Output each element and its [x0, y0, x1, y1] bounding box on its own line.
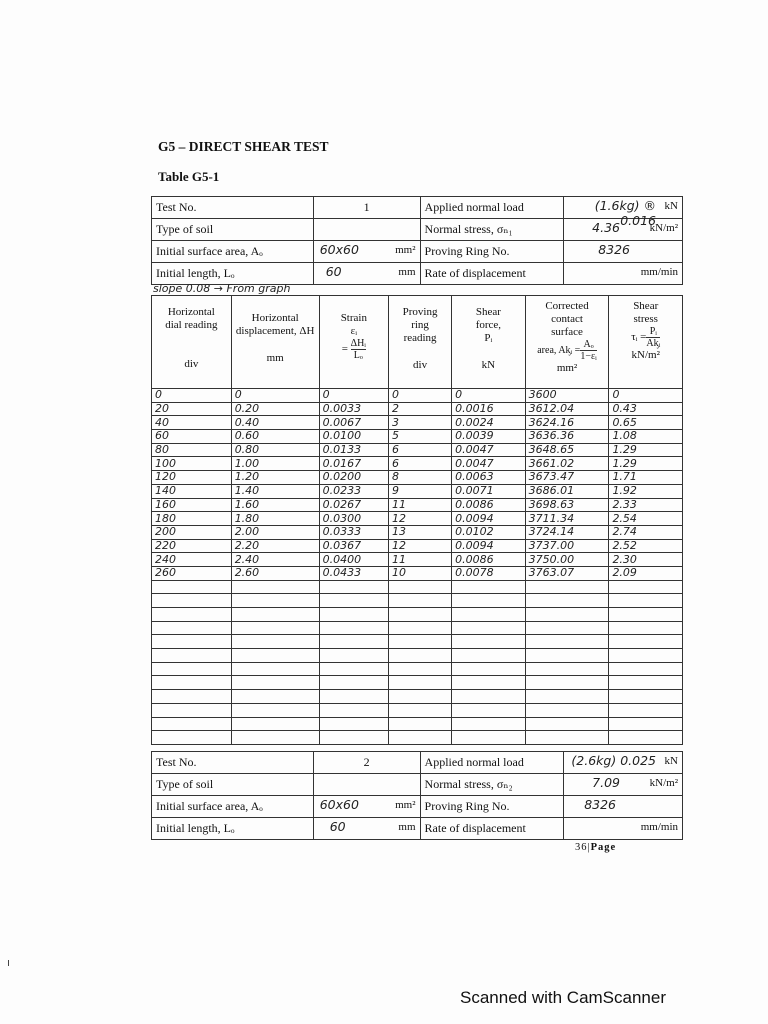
cell-dial-reading: 200 [152, 525, 232, 539]
cell-corrected-area: 3612.04 [525, 402, 609, 416]
proving-ring-label: Proving Ring No. [420, 241, 563, 263]
table-row [152, 553, 683, 567]
cell-displacement: 2.00 [231, 525, 319, 539]
cell-displacement: 1.00 [231, 457, 319, 471]
cell-strain [319, 580, 388, 594]
cell-corrected-area [525, 649, 609, 663]
test2-normal-stress-label: Normal stress, σₙ₂ [420, 774, 563, 796]
table-header-row [152, 296, 683, 389]
test2-surface-area-cell [313, 796, 420, 818]
cell-strain [319, 608, 388, 622]
proving-ring-cell [563, 241, 682, 263]
cell-shear-force: 0.0047 [452, 457, 525, 471]
shear-data-table [151, 295, 683, 745]
cell-shear-stress: 1.92 [609, 484, 683, 498]
cell-displacement [231, 690, 319, 704]
table-row [152, 484, 683, 498]
cell-shear-force [452, 703, 525, 717]
strain-fraction: $\frac{\text{ΔHᵢ}}{\text{Lₒ}}$ [350, 338, 366, 361]
cell-displacement: 0.80 [231, 443, 319, 457]
cell-corrected-area: 3661.02 [525, 457, 609, 471]
proving-ring-value: 8326 [598, 242, 630, 257]
stress-fraction: $\frac{\text{Pᵢ}}{\text{Aᶄᵢ}}$ [646, 326, 661, 349]
cell-shear-force: 0 [452, 389, 525, 403]
cell-dial-reading [152, 676, 232, 690]
cell-strain: 0.0167 [319, 457, 388, 471]
table-row [152, 512, 683, 526]
cell-shear-stress: 2.09 [609, 566, 683, 580]
initial-length-value: 60 [325, 264, 342, 279]
cell-shear-force [452, 690, 525, 704]
cell-strain: 0.0333 [319, 525, 388, 539]
cell-shear-force [452, 580, 525, 594]
applied-load-value: (1.6kg) ® 0.016 [594, 198, 656, 228]
cell-corrected-area: 3711.34 [525, 512, 609, 526]
cell-corrected-area [525, 635, 609, 649]
cell-dial-reading [152, 690, 232, 704]
cell-displacement [231, 662, 319, 676]
cell-shear-force [452, 676, 525, 690]
table-row [152, 498, 683, 512]
cell-strain [319, 690, 388, 704]
cell-dial-reading [152, 594, 232, 608]
cell-shear-stress [609, 594, 683, 608]
cell-dial-reading [152, 703, 232, 717]
cell-shear-force [452, 594, 525, 608]
cell-shear-force: 0.0063 [452, 471, 525, 485]
table-row [152, 457, 683, 471]
cell-dial-reading [152, 731, 232, 745]
cell-corrected-area: 3763.07 [525, 566, 609, 580]
cell-ring-reading [389, 594, 452, 608]
cell-displacement: 1.20 [231, 471, 319, 485]
initial-length-unit: mm [398, 266, 416, 278]
cell-shear-force: 0.0094 [452, 512, 525, 526]
cell-shear-stress: 2.52 [609, 539, 683, 553]
cell-corrected-area [525, 676, 609, 690]
cell-strain [319, 621, 388, 635]
test2-initial-length-label: Initial length, Lₒ [152, 818, 314, 840]
cell-ring-reading: 12 [389, 512, 452, 526]
cell-shear-stress: 0.43 [609, 402, 683, 416]
col-horizontal-dial-reading: Horizontal dial reading div [152, 296, 232, 389]
test2-displacement-rate-cell [563, 818, 682, 840]
cell-strain [319, 649, 388, 663]
cell-corrected-area [525, 690, 609, 704]
handwritten-note: slope 0.08 → From graph [153, 282, 291, 295]
cell-dial-reading: 80 [152, 443, 232, 457]
cell-shear-force [452, 608, 525, 622]
cell-ring-reading: 3 [389, 416, 452, 430]
cell-ring-reading [389, 703, 452, 717]
cell-displacement [231, 703, 319, 717]
cell-strain [319, 676, 388, 690]
cell-shear-force: 0.0071 [452, 484, 525, 498]
cell-displacement [231, 676, 319, 690]
cell-ring-reading [389, 731, 452, 745]
table-row [152, 731, 683, 745]
initial-length-label: Initial length, Lₒ [152, 263, 314, 285]
cell-strain [319, 594, 388, 608]
cell-ring-reading [389, 662, 452, 676]
surface-area-cell [313, 241, 420, 263]
soil-type-value [313, 219, 420, 241]
test2-surface-area-value: 60x60 [319, 797, 359, 812]
cell-strain: 0.0100 [319, 430, 388, 444]
cell-displacement [231, 594, 319, 608]
test2-soil-type-value [313, 774, 420, 796]
soil-type-label: Type of soil [152, 219, 314, 241]
cell-strain: 0.0400 [319, 553, 388, 567]
cell-shear-stress: 2.33 [609, 498, 683, 512]
cell-dial-reading [152, 608, 232, 622]
cell-shear-force [452, 717, 525, 731]
cell-shear-stress [609, 731, 683, 745]
cell-shear-stress: 0 [609, 389, 683, 403]
cell-dial-reading: 60 [152, 430, 232, 444]
cell-corrected-area [525, 621, 609, 635]
cell-ring-reading: 6 [389, 443, 452, 457]
cell-dial-reading: 220 [152, 539, 232, 553]
test2-applied-load-cell [563, 752, 682, 774]
cell-displacement [231, 731, 319, 745]
test2-normal-stress-cell [563, 774, 682, 796]
area-fraction: $\frac{\text{Aₒ}}{\text{1−εᵢ}}$ [580, 339, 597, 362]
cell-displacement [231, 621, 319, 635]
test-2-info-table [151, 751, 683, 840]
table-row [152, 539, 683, 553]
cell-shear-stress: 1.29 [609, 457, 683, 471]
cell-shear-stress: 2.54 [609, 512, 683, 526]
cell-ring-reading: 5 [389, 430, 452, 444]
cell-shear-force: 0.0102 [452, 525, 525, 539]
cell-displacement: 0.20 [231, 402, 319, 416]
cell-corrected-area [525, 594, 609, 608]
cell-corrected-area: 3600 [525, 389, 609, 403]
cell-corrected-area: 3673.47 [525, 471, 609, 485]
table-row [152, 443, 683, 457]
cell-shear-force [452, 731, 525, 745]
table-label: Table G5-1 [158, 169, 220, 184]
cell-shear-force: 0.0024 [452, 416, 525, 430]
normal-stress-unit: kN/m² [649, 222, 678, 234]
cell-shear-stress: 1.08 [609, 430, 683, 444]
cell-shear-force: 0.0094 [452, 539, 525, 553]
surface-area-label: Initial surface area, Aₒ [152, 241, 314, 263]
test2-normal-stress-unit: kN/m² [649, 777, 678, 789]
col-horizontal-displacement: Horizontal displacement, ΔH mm [231, 296, 319, 389]
table-row [152, 402, 683, 416]
cell-corrected-area [525, 703, 609, 717]
test2-displacement-rate-unit: mm/min [640, 821, 678, 833]
table-row [152, 635, 683, 649]
test-no-value: 1 [313, 197, 420, 219]
table-row [152, 608, 683, 622]
cell-ring-reading: 12 [389, 539, 452, 553]
test2-displacement-rate-label: Rate of displacement [420, 818, 563, 840]
table-row [152, 717, 683, 731]
cell-dial-reading [152, 621, 232, 635]
displacement-rate-unit: mm/min [640, 266, 678, 278]
cell-strain [319, 635, 388, 649]
table-row [152, 566, 683, 580]
table-row [152, 525, 683, 539]
cell-shear-force: 0.0086 [452, 553, 525, 567]
cell-shear-stress: 1.71 [609, 471, 683, 485]
cell-shear-stress: 0.65 [609, 416, 683, 430]
col-proving-ring-reading: Proving ring reading div [389, 296, 452, 389]
cell-shear-stress: 1.29 [609, 443, 683, 457]
cell-strain: 0.0433 [319, 566, 388, 580]
cell-displacement: 2.40 [231, 553, 319, 567]
cell-strain: 0.0200 [319, 471, 388, 485]
cell-shear-stress [609, 717, 683, 731]
cell-displacement: 0.40 [231, 416, 319, 430]
cell-ring-reading: 13 [389, 525, 452, 539]
test2-surface-area-unit: mm² [395, 799, 416, 811]
cell-shear-force [452, 662, 525, 676]
cell-dial-reading: 180 [152, 512, 232, 526]
cell-dial-reading: 140 [152, 484, 232, 498]
cell-dial-reading [152, 580, 232, 594]
document-title: G5 – DIRECT SHEAR TEST [158, 139, 329, 154]
cell-shear-stress [609, 635, 683, 649]
cell-shear-stress [609, 676, 683, 690]
cell-shear-stress [609, 690, 683, 704]
cell-corrected-area: 3724.14 [525, 525, 609, 539]
cell-ring-reading: 11 [389, 553, 452, 567]
test2-applied-load-label: Applied normal load [420, 752, 563, 774]
cell-strain: 0.0367 [319, 539, 388, 553]
test2-normal-stress-value: 7.09 [592, 775, 620, 790]
cell-corrected-area: 3737.00 [525, 539, 609, 553]
test2-surface-area-label: Initial surface area, Aₒ [152, 796, 314, 818]
table-row [152, 649, 683, 663]
test2-proving-ring-label: Proving Ring No. [420, 796, 563, 818]
cell-shear-stress [609, 608, 683, 622]
table-row [152, 594, 683, 608]
page-footer: 36|Page [575, 842, 617, 853]
cell-displacement [231, 580, 319, 594]
cell-corrected-area [525, 717, 609, 731]
cell-corrected-area [525, 580, 609, 594]
cell-dial-reading: 40 [152, 416, 232, 430]
applied-load-label: Applied normal load [420, 197, 563, 219]
cell-displacement: 2.20 [231, 539, 319, 553]
cell-strain: 0 [319, 389, 388, 403]
test2-proving-ring-value: 8326 [584, 797, 616, 812]
cell-dial-reading [152, 717, 232, 731]
normal-stress-label: Normal stress, σₙ₁ [420, 219, 563, 241]
cell-ring-reading [389, 621, 452, 635]
normal-stress-cell [563, 219, 682, 241]
cell-shear-stress: 2.30 [609, 553, 683, 567]
col-shear-force: Shear force, Pᵢ kN [452, 296, 525, 389]
cell-displacement: 1.80 [231, 512, 319, 526]
test2-no-label: Test No. [152, 752, 314, 774]
cell-shear-stress [609, 649, 683, 663]
col-shear-stress: Shear stress τᵢ = $\frac{\text{Pᵢ}}{\text{Aᶄᵢ}}$ kN/m² [609, 296, 683, 389]
table-row [152, 416, 683, 430]
table-row [152, 580, 683, 594]
scan-edge-mark [8, 960, 9, 966]
displacement-rate-cell [563, 263, 682, 285]
cell-ring-reading [389, 580, 452, 594]
surface-area-unit: mm² [395, 244, 416, 256]
test2-no-value: 2 [313, 752, 420, 774]
test2-proving-ring-cell [563, 796, 682, 818]
cell-strain [319, 731, 388, 745]
cell-corrected-area: 3698.63 [525, 498, 609, 512]
cell-shear-force [452, 621, 525, 635]
cell-shear-force: 0.0016 [452, 402, 525, 416]
cell-displacement: 0.60 [231, 430, 319, 444]
cell-shear-stress [609, 703, 683, 717]
cell-displacement: 2.60 [231, 566, 319, 580]
initial-length-cell [313, 263, 420, 285]
cell-dial-reading [152, 635, 232, 649]
cell-dial-reading: 120 [152, 471, 232, 485]
table-row [152, 690, 683, 704]
displacement-rate-label: Rate of displacement [420, 263, 563, 285]
cell-displacement: 1.40 [231, 484, 319, 498]
cell-shear-force: 0.0047 [452, 443, 525, 457]
table-row [152, 703, 683, 717]
table-row [152, 471, 683, 485]
cell-dial-reading: 260 [152, 566, 232, 580]
col-strain: Strain εᵢ = $\frac{\text{ΔHᵢ}}{\text{Lₒ}}$ [319, 296, 388, 389]
cell-dial-reading: 160 [152, 498, 232, 512]
test2-applied-load-unit: kN [664, 755, 678, 767]
cell-ring-reading: 2 [389, 402, 452, 416]
cell-ring-reading [389, 717, 452, 731]
col-corrected-area: Corrected contact surface area, Aᶄᵢ = $\frac{\text{Aₒ}}{\text{1−εᵢ}}$ mm² [525, 296, 609, 389]
cell-strain [319, 662, 388, 676]
table-body [152, 389, 683, 745]
cell-ring-reading: 10 [389, 566, 452, 580]
cell-shear-stress [609, 580, 683, 594]
cell-displacement [231, 635, 319, 649]
test2-initial-length-value: 60 [329, 819, 346, 834]
test2-soil-type-label: Type of soil [152, 774, 314, 796]
cell-strain: 0.0267 [319, 498, 388, 512]
page-number: 36 [575, 842, 588, 853]
cell-ring-reading: 11 [389, 498, 452, 512]
test-1-info-table [151, 196, 683, 285]
cell-corrected-area [525, 731, 609, 745]
cell-displacement [231, 649, 319, 663]
applied-load-unit: kN [664, 200, 678, 212]
cell-strain: 0.0233 [319, 484, 388, 498]
page-word: Page [590, 842, 617, 853]
cell-ring-reading: 8 [389, 471, 452, 485]
cell-dial-reading [152, 662, 232, 676]
cell-shear-force: 0.0039 [452, 430, 525, 444]
cell-corrected-area: 3648.65 [525, 443, 609, 457]
test2-applied-load-value: (2.6kg) 0.025 [571, 753, 656, 768]
cell-displacement: 1.60 [231, 498, 319, 512]
normal-stress-value: 4.36 [592, 220, 620, 235]
camscanner-watermark: Scanned with CamScanner [460, 988, 667, 1007]
cell-ring-reading: 9 [389, 484, 452, 498]
table-row [152, 621, 683, 635]
cell-corrected-area: 3636.36 [525, 430, 609, 444]
test2-initial-length-cell [313, 818, 420, 840]
table-row [152, 662, 683, 676]
cell-strain: 0.0300 [319, 512, 388, 526]
cell-shear-force: 0.0078 [452, 566, 525, 580]
test2-initial-length-unit: mm [398, 821, 416, 833]
cell-strain: 0.0067 [319, 416, 388, 430]
cell-corrected-area: 3750.00 [525, 553, 609, 567]
cell-dial-reading: 20 [152, 402, 232, 416]
cell-ring-reading [389, 676, 452, 690]
cell-shear-force: 0.0086 [452, 498, 525, 512]
cell-corrected-area [525, 662, 609, 676]
cell-corrected-area: 3686.01 [525, 484, 609, 498]
cell-strain [319, 717, 388, 731]
cell-dial-reading: 240 [152, 553, 232, 567]
cell-shear-force [452, 649, 525, 663]
cell-strain: 0.0133 [319, 443, 388, 457]
cell-shear-stress [609, 662, 683, 676]
cell-displacement: 0 [231, 389, 319, 403]
cell-ring-reading [389, 608, 452, 622]
cell-shear-stress: 2.74 [609, 525, 683, 539]
cell-strain [319, 703, 388, 717]
cell-strain: 0.0033 [319, 402, 388, 416]
cell-shear-force [452, 635, 525, 649]
cell-dial-reading [152, 649, 232, 663]
cell-ring-reading [389, 649, 452, 663]
cell-ring-reading [389, 635, 452, 649]
cell-shear-stress [609, 621, 683, 635]
table-row [152, 389, 683, 403]
cell-corrected-area: 3624.16 [525, 416, 609, 430]
cell-ring-reading [389, 690, 452, 704]
test-no-label: Test No. [152, 197, 314, 219]
cell-displacement [231, 608, 319, 622]
cell-corrected-area [525, 608, 609, 622]
cell-dial-reading: 100 [152, 457, 232, 471]
cell-displacement [231, 717, 319, 731]
cell-ring-reading: 0 [389, 389, 452, 403]
cell-ring-reading: 6 [389, 457, 452, 471]
surface-area-value: 60x60 [319, 242, 359, 257]
table-row [152, 430, 683, 444]
table-row [152, 676, 683, 690]
cell-dial-reading: 0 [152, 389, 232, 403]
